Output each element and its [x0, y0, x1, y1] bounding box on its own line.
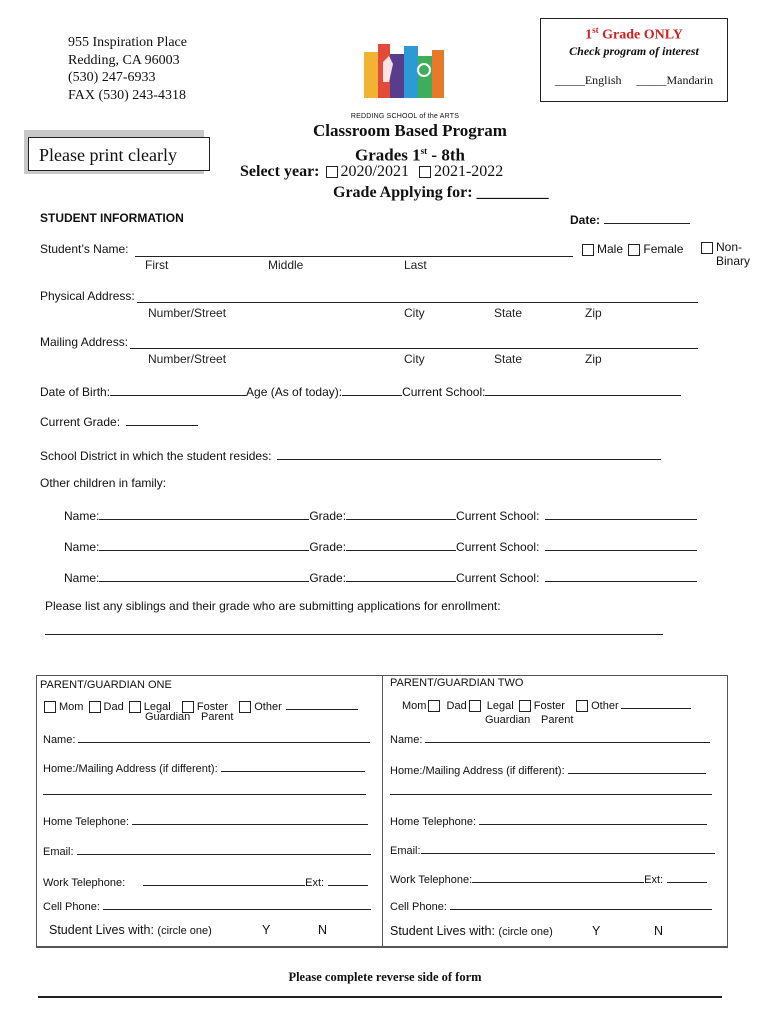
parent2-address-line2[interactable]	[390, 782, 712, 795]
state-label: State	[494, 352, 523, 366]
sibling-school-input[interactable]	[545, 569, 697, 582]
student-info-heading: STUDENT INFORMATION	[40, 211, 184, 225]
middle-label: Middle	[268, 258, 304, 272]
parent2-home-tel-input[interactable]	[479, 812, 707, 825]
sibling-school-input[interactable]	[545, 538, 697, 551]
parent2-relation-row: Mom Dad Legal Foster Other	[402, 696, 691, 712]
other-children-label: Other children in family:	[40, 476, 167, 490]
program-title: Classroom Based Program	[313, 121, 507, 140]
parent2-name-input[interactable]	[425, 730, 710, 743]
street-label: Number/Street	[148, 352, 227, 366]
parent2-lives-with-row: Student Lives with: (circle one)	[390, 924, 553, 938]
female-checkbox[interactable]	[628, 244, 640, 256]
footer-rule	[38, 996, 722, 998]
logo-text: REDDING SCHOOL of the ARTS	[350, 113, 460, 120]
student-name-input[interactable]	[135, 244, 573, 257]
parent1-email-input[interactable]	[77, 842, 371, 855]
parent2-address-input[interactable]	[568, 761, 706, 774]
zip-label: Zip	[585, 306, 602, 320]
parent2-parent-sub: Parent	[541, 714, 574, 726]
reverse-side-note: Please complete reverse side of form	[288, 970, 482, 984]
parent2-dad-checkbox[interactable]	[469, 700, 481, 712]
select-year-row	[240, 163, 503, 181]
street-label: Number/Street	[148, 306, 227, 320]
age-label: Age (As of today):	[246, 385, 343, 399]
city-label: City	[404, 306, 425, 320]
parent1-home-tel-input[interactable]	[132, 812, 368, 825]
physical-address-label: Physical Address:	[40, 289, 135, 303]
last-label: Last	[404, 258, 427, 272]
sibling-name-input[interactable]	[99, 569, 309, 582]
parent1-parent-sub: Parent	[201, 711, 234, 723]
parent1-title: PARENT/GUARDIAN ONE	[40, 679, 172, 691]
year2-checkbox[interactable]	[419, 166, 431, 178]
district-input[interactable]	[277, 447, 661, 460]
dob-input[interactable]	[110, 383, 246, 396]
school-address	[68, 34, 187, 104]
parent1-cell-input[interactable]	[103, 897, 371, 910]
siblings-input[interactable]	[45, 622, 663, 635]
parent2-work-tel-input[interactable]	[472, 870, 644, 883]
state-label: State	[494, 306, 523, 320]
dob-label: Date of Birth:	[40, 385, 111, 399]
mailing-address-input[interactable]	[130, 336, 698, 349]
nonbinary-checkbox[interactable]	[701, 240, 713, 254]
zip-label: Zip	[585, 352, 602, 366]
first-grade-title: 1st Grade ONLY	[585, 25, 683, 43]
program-header	[240, 120, 580, 166]
male-checkbox[interactable]	[582, 244, 594, 256]
address-line: (530) 247-6933	[68, 70, 156, 85]
parent1-legal-checkbox[interactable]	[129, 701, 141, 713]
mailing-address-label: Mailing Address:	[40, 335, 129, 349]
parent1-cell-row: Cell Phone:	[43, 897, 371, 913]
first-label: First	[145, 258, 169, 272]
current-grade-input[interactable]	[126, 413, 198, 426]
parent2-foster-checkbox[interactable]	[519, 700, 531, 712]
parent1-address-line2[interactable]	[43, 782, 366, 795]
parent2-other-input[interactable]	[621, 696, 691, 709]
year1-label: 2020/2021	[340, 163, 409, 180]
sibling-grade-input[interactable]	[346, 569, 456, 582]
mandarin-option[interactable]: _____Mandarin	[636, 72, 714, 87]
parent1-no-option[interactable]: N	[318, 923, 328, 937]
district-row: School District in which the student resides:	[40, 447, 661, 463]
parent2-name-row: Name:	[390, 730, 710, 746]
sibling-name-input[interactable]	[99, 538, 309, 551]
parent1-home-tel-row: Home Telephone:	[43, 812, 368, 828]
parent1-email-row: Email:	[43, 842, 371, 858]
sibling-row: Name: Grade: Current School:	[64, 538, 697, 554]
address-line: Redding, CA 96003	[68, 52, 180, 68]
physical-address-input[interactable]	[137, 290, 698, 303]
sibling-grade-input[interactable]	[346, 538, 456, 551]
address-line: 955 Inspiration Place	[68, 35, 187, 50]
parent2-email-row: Email:	[390, 841, 715, 857]
sibling-row: Name: Grade: Current School:	[64, 569, 697, 585]
parent1-ext-input[interactable]	[328, 873, 368, 886]
dob-row	[40, 383, 681, 399]
parent1-guardian-sub: Guardian	[145, 711, 191, 723]
sibling-row: Name: Grade: Current School:	[64, 507, 697, 523]
parent2-no-option[interactable]: N	[654, 924, 664, 938]
parent2-cell-input[interactable]	[450, 897, 712, 910]
nonbinary-label: Non-Binary	[716, 240, 751, 268]
parent2-work-tel-row: Work Telephone: Ext:	[390, 870, 707, 886]
parent2-home-tel-row: Home Telephone:	[390, 812, 707, 828]
current-grade-row: Current Grade:	[40, 413, 198, 429]
siblings-note: Please list any siblings and their grade who are submitting applications for enrollment:	[45, 599, 501, 613]
parent2-mom-checkbox[interactable]	[428, 700, 440, 712]
parent2-email-input[interactable]	[421, 841, 715, 854]
parent2-other-checkbox[interactable]	[576, 700, 588, 712]
parent1-address-row: Home:/Mailing Address (if different):	[43, 759, 365, 775]
year1-checkbox[interactable]	[326, 166, 338, 178]
address-line: FAX (530) 243-4318	[68, 87, 186, 103]
parent1-yes-option[interactable]: Y	[262, 923, 271, 937]
parent-divider	[382, 675, 383, 948]
select-year-label: Select year:	[240, 163, 320, 180]
parent2-yes-option[interactable]: Y	[592, 924, 601, 938]
parent1-work-tel-row: Work Telephone: Ext:	[43, 873, 368, 889]
current-school-input[interactable]	[485, 383, 681, 396]
year2-label: 2021-2022	[433, 163, 504, 180]
parent1-address-input[interactable]	[221, 759, 365, 772]
city-label: City	[404, 352, 425, 366]
first-grade-box	[540, 18, 728, 102]
parent2-cell-row: Cell Phone:	[390, 897, 712, 913]
parent1-lives-with-row: Student Lives with: (circle one)	[49, 923, 212, 937]
school-logo	[350, 40, 460, 120]
sibling-grade-input[interactable]	[346, 507, 456, 520]
program-options	[541, 73, 727, 88]
grades-range: Grades 1st - 8th	[355, 145, 465, 165]
print-clearly-box: Please print clearly	[28, 137, 210, 171]
parent1-mom-checkbox[interactable]	[44, 701, 56, 713]
student-name-label: Student’s Name:	[40, 242, 129, 256]
parent1-other-input[interactable]	[286, 697, 358, 710]
gender-options: Male Female	[580, 242, 683, 256]
logo-graphic	[350, 40, 460, 106]
parent1-other-checkbox[interactable]	[239, 701, 251, 713]
parent1-name-row: Name:	[43, 730, 370, 746]
sibling-school-input[interactable]	[545, 507, 697, 520]
parent2-guardian-sub: Guardian	[485, 714, 531, 726]
parent1-relation-row: Mom Dad Legal Foster Other	[44, 697, 358, 713]
english-option[interactable]: _____English	[554, 72, 622, 87]
parent2-address-row: Home:/Mailing Address (if different):	[390, 761, 706, 777]
parent1-dad-checkbox[interactable]	[89, 701, 101, 713]
sibling-name-input[interactable]	[99, 507, 309, 520]
parent2-ext-input[interactable]	[667, 870, 707, 883]
parent2-title: PARENT/GUARDIAN TWO	[390, 677, 524, 689]
grade-applying-field[interactable]: Grade Applying for: _________	[333, 184, 549, 201]
age-input[interactable]	[342, 383, 402, 396]
current-school-label: Current School:	[402, 385, 486, 399]
parent1-work-tel-input[interactable]	[143, 873, 305, 886]
first-grade-subtitle: Check program of interest	[569, 43, 699, 58]
date-field[interactable]: Date:	[570, 211, 690, 227]
parent1-name-input[interactable]	[78, 730, 370, 743]
